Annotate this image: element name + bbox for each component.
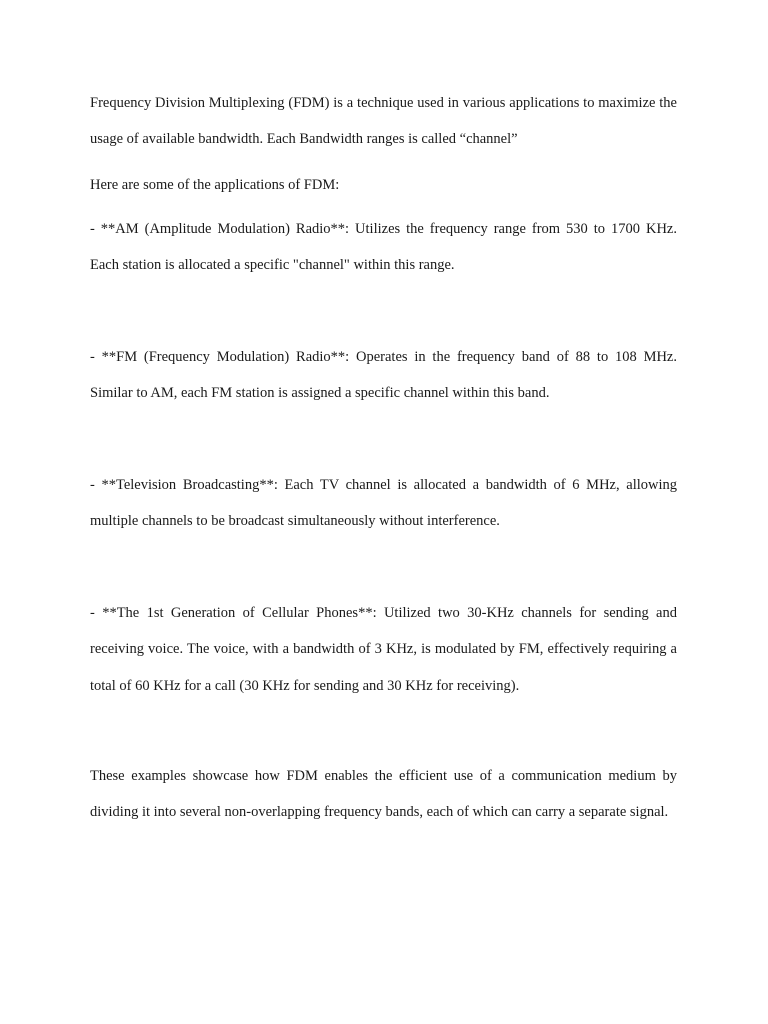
cellular-paragraph: - **The 1st Generation of Cellular Phones**: Utilized two 30-KHz channels for sending and receiving voice. The voice, with a bandwidth of 3 KHz, is modulated by FM, effectively requiring a total of 60 KHz for a call (30 KHz for sending and 30 KHz for receiving). — [90, 605, 677, 694]
television-paragraph: - **Television Broadcasting**: Each TV channel is allocated a bandwidth of 6 MHz, allowing multiple channels to be broadcast simultaneously without interference. — [90, 477, 677, 530]
intro-paragraph: Frequency Division Multiplexing (FDM) is a technique used in various applications to maximize the usage of available bandwidth. Each Bandwidth ranges is called “channel” — [90, 95, 677, 148]
am-radio-paragraph: - **AM (Amplitude Modulation) Radio**: Utilizes the frequency range from 530 to 1700 KHz. Each station is allocated a specific "channel" within this range. — [90, 221, 677, 274]
conclusion-paragraph: These examples showcase how FDM enables the efficient use of a communication medium by dividing it into several non-overlapping frequency bands, each of which can carry a separate signal. — [90, 768, 677, 821]
fm-radio-paragraph: - **FM (Frequency Modulation) Radio**: Operates in the frequency band of 88 to 108 MHz. Similar to AM, each FM station is assigned a specific channel within this band. — [90, 349, 677, 402]
applications-heading-paragraph: Here are some of the applications of FDM: — [90, 177, 340, 193]
